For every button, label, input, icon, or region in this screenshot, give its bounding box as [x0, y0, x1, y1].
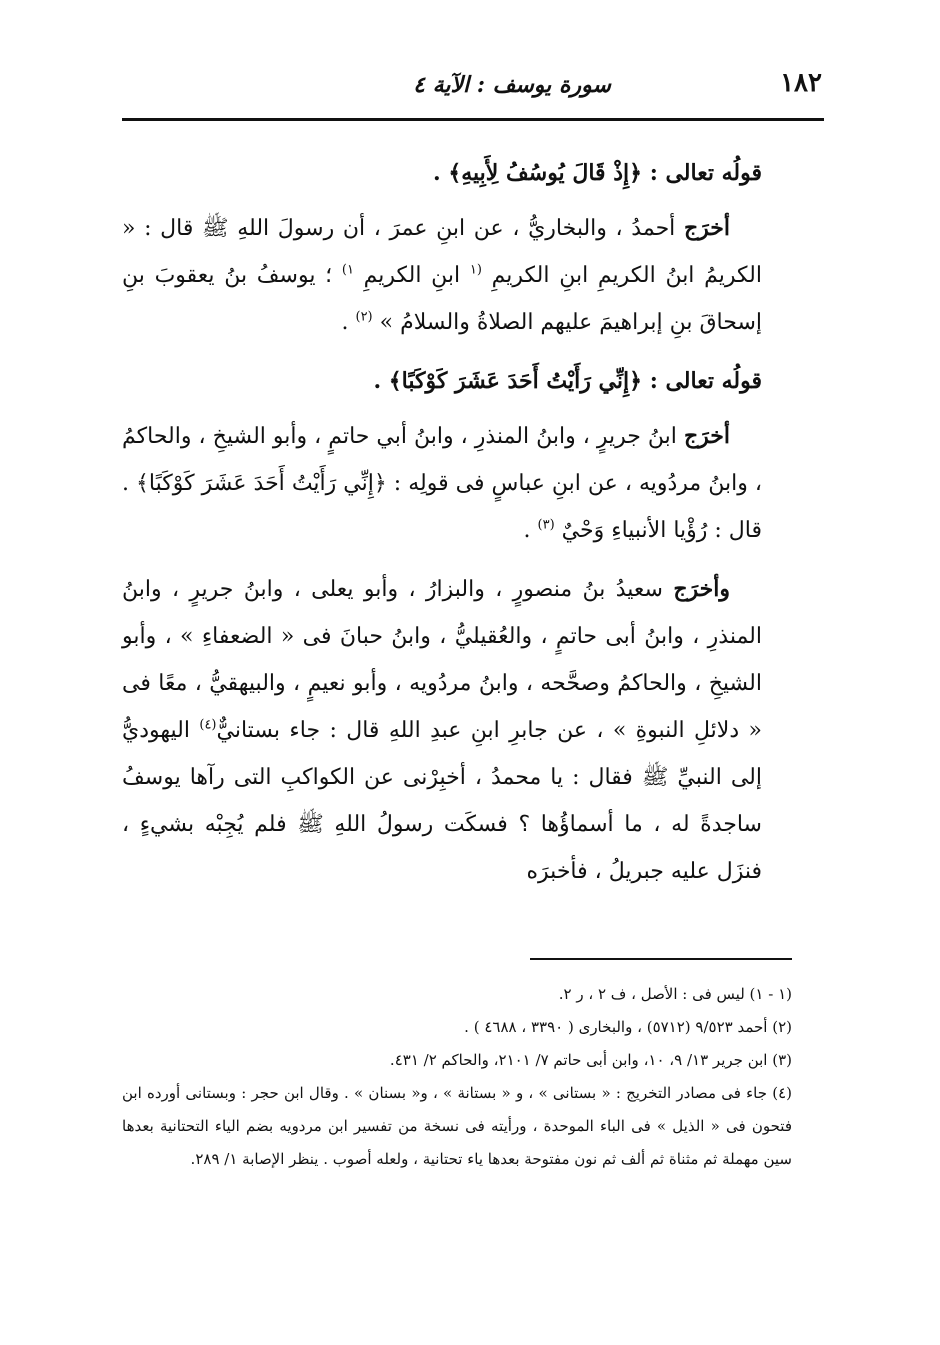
paragraph-lead: أخرَج: [683, 423, 730, 449]
paragraph: [122, 413, 762, 554]
paragraph-lead: أخرَج: [683, 215, 730, 241]
footnote-ref: (٢): [355, 309, 373, 325]
paragraph-text: أحمدُ ، والبخاريُّ ، عن ابنِ عمرَ ، أن رسولَ اللهِ ﷺ قال : « الكريمُ ابنُ الكريمِ ابنِ الكريمِ: [122, 216, 762, 288]
footnote-rule: [530, 958, 792, 960]
footnotes: [122, 978, 792, 1176]
footnote-ref: (٤): [199, 717, 217, 733]
paragraph-text: ابنِ الكريمِ: [353, 263, 470, 288]
page-number: ١٨٢: [780, 68, 822, 98]
paragraph-text: سعيدُ بنُ منصورٍ ، والبزارُ ، وأبو يعلى ، وابنُ جريرٍ ، وابنُ المنذرِ ، وابنُ أبى حاتمٍ ، والعُقيليُّ ، وابنُ حبانَ فى « الضعفاءِ » ، وأبو الشيخِ ، والحاكمُ وصحَّحه ، وابنُ مردُويه ، وأبو نعيمٍ ، والبيهقيُّ ، معًا فى « دلائلِ النبوةِ » ، عن جابرِ ابنِ عبدِ اللهِ قال : جاء بستانيٌّ: [122, 577, 762, 743]
paragraph-text: .: [341, 310, 356, 335]
footnote: (٢) أحمد ٩/٥٢٣ (٥٧١٢) ، والبخارى ( ٣٣٩٠ ، ٤٦٨٨ ) .: [464, 1018, 792, 1036]
quran-verse: ﴿إِذْ قَالَ يُوسُفُ لِأَبِيهِ﴾ .: [433, 160, 643, 186]
footnote: (١ - ١) ليس فى : الأصل ، ف ٢ ، ر ٢.: [558, 985, 792, 1003]
quran-verse: ﴿إِنِّي رَأَيْتُ أَحَدَ عَشَرَ كَوْكَبًا﴾ .: [373, 368, 643, 394]
paragraph-text: ؛ يوسفُ بنُ يعقوبَ بنِ إسحاقَ بنِ إبراهيمَ عليهم الصلاةُ والسلامُ »: [122, 263, 762, 335]
section-heading: [122, 150, 762, 197]
paragraph-lead: وأخرَج: [673, 576, 730, 602]
header-rule: [122, 118, 824, 121]
footnote-ref: (٣): [537, 517, 555, 533]
paragraph: [122, 205, 762, 346]
running-title: سورة يوسف : الآية ٤: [413, 72, 611, 98]
paragraph-text: ابنُ جريرٍ ، وابنُ المنذرِ ، وابنُ أبي حاتمٍ ، وأبو الشيخِ ، والحاكمُ ، وابنُ مردُويه ، عن ابنِ عباسٍ فى قولِه : ﴿إِنِّي رَأَيْتُ أَحَدَ عَشَرَ كَوْكَبًا﴾ . قال : رُؤْيا الأنبياءِ وَحْيٌ: [122, 424, 762, 543]
footnote: (٣) ابن جرير ١٣/ ٩، ١٠، وابن أبى حاتم ٧/ ٢١٠١، والحاكم ٢/ ٤٣١.: [389, 1051, 792, 1069]
footnote: (٤) جاء فى مصادر التخريج : « بستانى » ، و « بستانة » ، و« بسنان » . وقال ابن حجر : وبستانى أورده ابن فتحون فى « الذيل » فى الباء الموحدة ، ورأيته فى نسخة من تفسير ابن مردويه بضم الياء التحتانية بعدها سين مهملة ثم مثناة ثم ألف ثم نون مفتوحة بعدها ياء تحتانية ، ولعله أصوب . ينظر الإصابة ١/ ٢٨٩.: [122, 1084, 792, 1168]
paragraph: [122, 566, 762, 895]
heading-label: قولُه تعالى :: [649, 160, 762, 186]
paragraph-text: .: [523, 518, 538, 543]
heading-label: قولُه تعالى :: [649, 368, 762, 394]
paragraph-text: اليهوديُّ إلى النبيِّ ﷺ فقال : يا محمدُ ، أخبِرْنى عن الكواكبِ التى رآها يوسفُ ساجدةً له ، ما أسماؤُها ؟ فسكَت رسولُ اللهِ ﷺ فلم يُجِبْه بشيءٍ ، فنزَل عليه جبريلُ ، فأخبرَه: [122, 718, 762, 884]
section-heading: [122, 358, 762, 405]
main-text: [122, 150, 762, 907]
footnote-ref: (١: [469, 262, 482, 278]
page-header: [122, 68, 822, 108]
footnote-ref: ١): [341, 262, 354, 278]
